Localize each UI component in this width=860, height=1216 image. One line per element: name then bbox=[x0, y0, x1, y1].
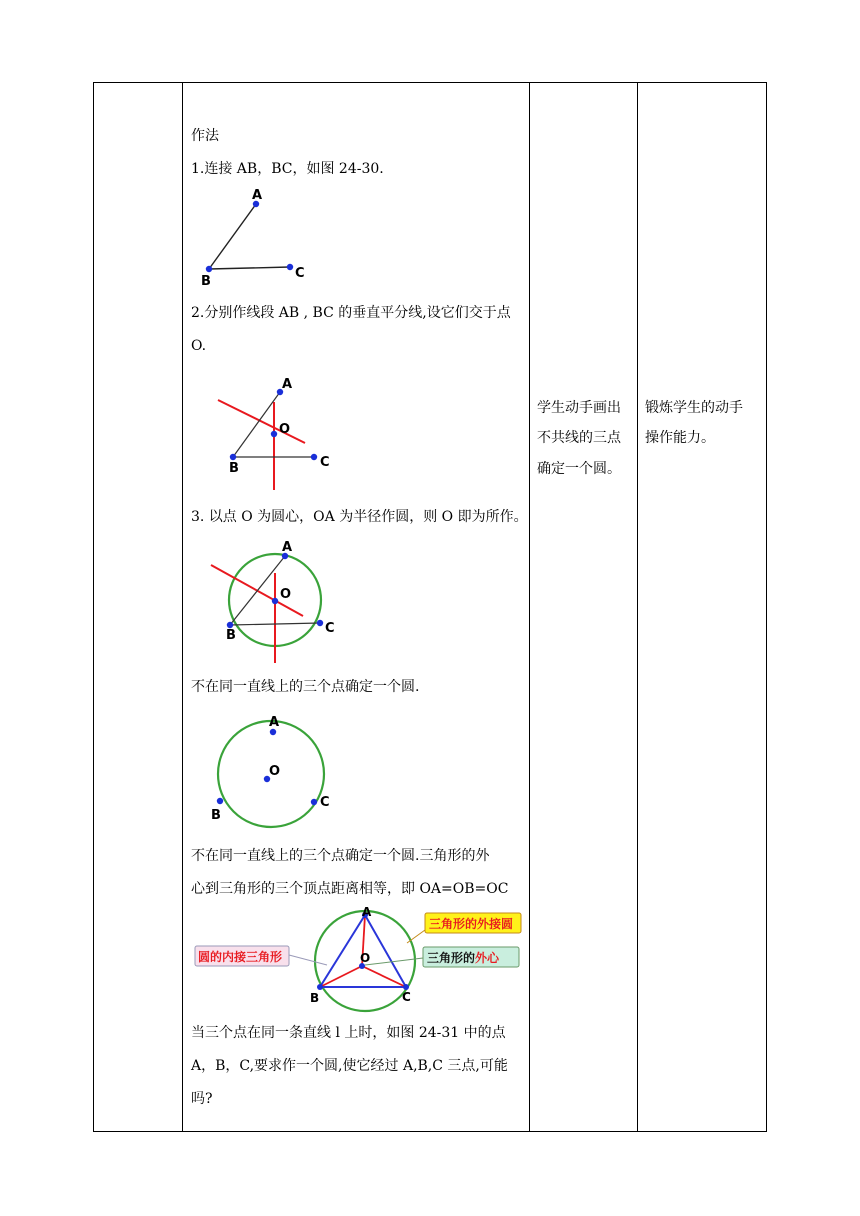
callout-circumcenter-text bbox=[427, 950, 500, 965]
point-c bbox=[287, 264, 293, 270]
step-2-line-2: O. bbox=[191, 338, 207, 354]
point-c bbox=[317, 620, 323, 626]
step-1: 1.连接 AB，BC，如图 24-30. bbox=[191, 161, 384, 177]
point-c bbox=[311, 799, 317, 805]
figure-circumcircle-construction bbox=[205, 537, 345, 667]
label-b: B bbox=[310, 991, 320, 1005]
step-3: 3. 以点 O 为圆心，OA 为半径作圆，则 O 即为所作。 bbox=[191, 509, 528, 525]
label-c: C bbox=[402, 990, 411, 1004]
label-a: A bbox=[282, 377, 293, 392]
question-line-1: 当三个点在同一条直线 l 上时，如图 24-31 中的点 bbox=[191, 1025, 506, 1041]
label-b: B bbox=[229, 461, 239, 476]
callout-circumcenter-highlight: 外心 bbox=[475, 951, 500, 965]
point-b bbox=[217, 798, 223, 804]
column-divider-3 bbox=[637, 82, 638, 1132]
label-c: C bbox=[295, 266, 305, 281]
question-line-2: A，B，C,要求作一个圆,使它经过 A,B,C 三点,可能 bbox=[191, 1058, 508, 1074]
figure-circumcenter-callouts bbox=[193, 903, 529, 1008]
segment-ab bbox=[233, 392, 280, 457]
student-activity-line-1: 学生动手画出 bbox=[537, 400, 621, 416]
point-b bbox=[230, 454, 236, 460]
callout-circumcircle-text: 三角形的外接圆 bbox=[429, 917, 514, 931]
label-a: A bbox=[252, 188, 263, 203]
label-b: B bbox=[201, 274, 211, 289]
question-line-3: 吗? bbox=[191, 1091, 213, 1107]
perp-bisector-ab bbox=[218, 400, 305, 443]
label-b: B bbox=[226, 628, 236, 643]
design-intent-line-2: 操作能力。 bbox=[645, 430, 715, 446]
conclusion-2-line-1: 不在同一直线上的三个点确定一个圆.三角形的外 bbox=[191, 848, 490, 864]
label-c: C bbox=[325, 621, 335, 636]
step-2-line-1: 2.分别作线段 AB , BC 的垂直平分线,设它们交于点 bbox=[191, 305, 511, 321]
label-c: C bbox=[320, 795, 330, 810]
point-b bbox=[206, 266, 212, 272]
callout-inscribed-leader bbox=[289, 955, 327, 965]
label-b: B bbox=[211, 808, 221, 823]
conclusion-1: 不在同一直线上的三个点确定一个圆. bbox=[191, 679, 420, 695]
label-c: C bbox=[320, 455, 330, 470]
segment-ab bbox=[209, 204, 256, 269]
segment-bc bbox=[209, 267, 290, 269]
point-b bbox=[317, 984, 323, 990]
label-o: O bbox=[279, 422, 291, 437]
table-top-border bbox=[93, 82, 767, 83]
point-c bbox=[311, 454, 317, 460]
figure-segments-ab-bc bbox=[195, 186, 315, 290]
label-o: O bbox=[269, 764, 281, 779]
callout-circumcenter-prefix: 三角形的 bbox=[427, 951, 476, 965]
figure-circle-three-points bbox=[205, 708, 345, 826]
label-a: A bbox=[269, 715, 280, 730]
conclusion-2-line-2: 心到三角形的三个顶点距离相等，即 OA=OB=OC bbox=[191, 881, 509, 897]
label-o: O bbox=[360, 951, 371, 965]
column-divider-1 bbox=[182, 82, 183, 1132]
label-a: A bbox=[362, 905, 372, 919]
label-o: O bbox=[280, 587, 292, 602]
column-divider-2 bbox=[529, 82, 530, 1132]
callout-inscribed-text: 圆的内接三角形 bbox=[198, 950, 283, 964]
point-o bbox=[272, 598, 278, 604]
point-o bbox=[271, 431, 277, 437]
table-bottom-border bbox=[93, 1131, 767, 1132]
student-activity-line-3: 确定一个圆。 bbox=[537, 461, 621, 477]
segment-ab bbox=[230, 556, 285, 625]
table-right-border bbox=[766, 82, 767, 1132]
method-heading: 作法 bbox=[191, 128, 219, 144]
figure-perpendicular-bisectors bbox=[210, 374, 340, 492]
design-intent-line-1: 锻炼学生的动手 bbox=[645, 400, 743, 416]
student-activity-line-2: 不共线的三点 bbox=[537, 430, 621, 446]
label-a: A bbox=[282, 540, 293, 555]
table-left-border bbox=[93, 82, 94, 1132]
